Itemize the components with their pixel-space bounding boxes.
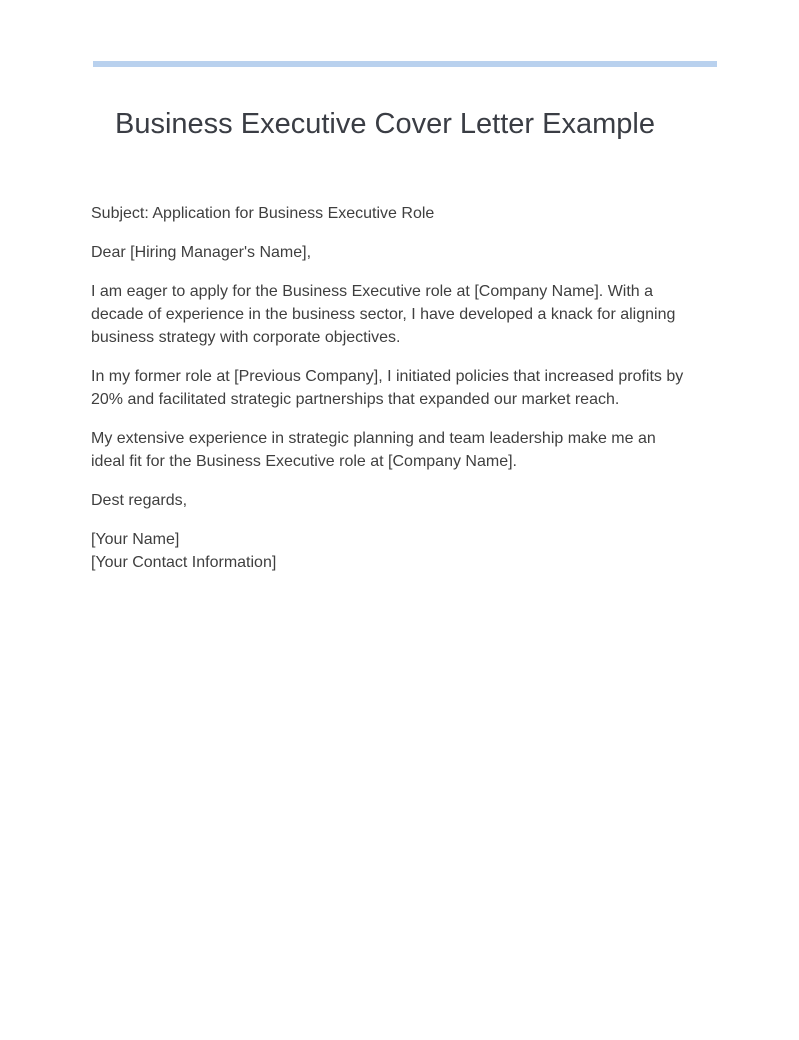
- letter-body: [91, 202, 691, 590]
- letter-paragraph-2: In my former role at [Previous Company], I initiated policies that increased profits by 20% and facilitated strategic partnerships that expanded our market reach.: [91, 368, 684, 408]
- page-title: Business Executive Cover Letter Example: [115, 108, 655, 140]
- signature-block: [91, 528, 691, 574]
- letter-subject: Subject: Application for Business Executive Role: [91, 205, 435, 222]
- letter-greeting: Dear [Hiring Manager's Name],: [91, 244, 312, 261]
- header-accent-bar: [93, 61, 717, 67]
- letter-paragraph-3: My extensive experience in strategic planning and team leadership make me an ideal fit for the Business Executive role at [Company Name].: [91, 430, 656, 470]
- letter-paragraph-1: I am eager to apply for the Business Executive role at [Company Name]. With a decade of experience in the business sector, I have developed a knack for aligning business strategy with corporate objectives.: [91, 283, 676, 346]
- letter-closing: Dest regards,: [91, 492, 188, 509]
- signature-name: [Your Name]: [91, 531, 180, 548]
- signature-contact: [Your Contact Information]: [91, 554, 277, 571]
